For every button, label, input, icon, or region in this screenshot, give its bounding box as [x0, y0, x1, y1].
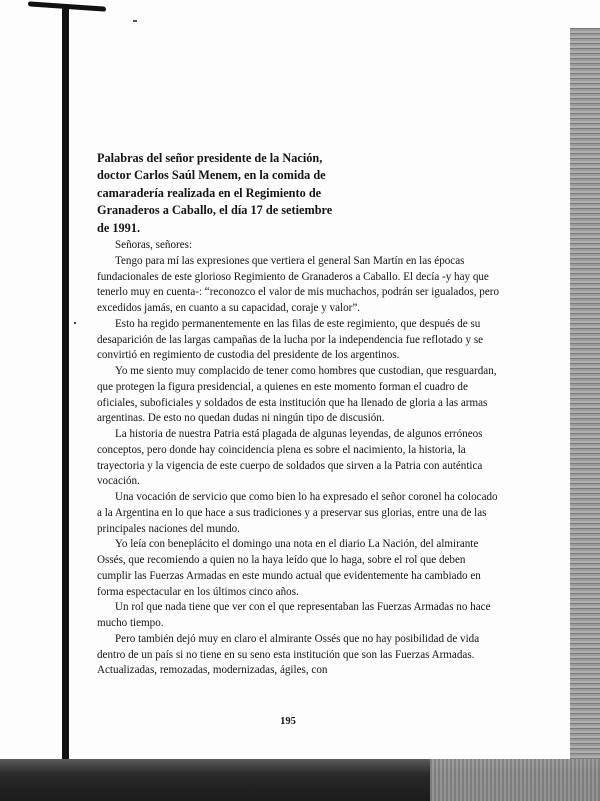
speech-body — [97, 238, 499, 679]
paragraph: Pero también dejó muy en claro el almirante Ossés que no hay posibilidad de vida dentro de un país si no tiene en su seno esta institución que son las Fuerzas Armadas. Actualizadas, remozadas, modernizadas, ágiles, con — [97, 632, 480, 677]
scan-edge-bottom-right — [430, 759, 600, 801]
speech-title: Palabras del señor presidente de la Nación, doctor Carlos Saúl Menem, en la comida de camaradería realizada en el Regimiento de Granaderos a Caballo, el día 17 de setiembre de 1991. — [97, 151, 333, 235]
scan-speck — [74, 322, 76, 324]
paragraph: Tengo para mí las expresiones que vertiera el general San Martín en las épocas fundacionales de este glorioso Regimiento de Granaderos a Caballo. El decía -y hay que tenerlo muy en cuenta-: “reconozco el valor de mis muchachos, podrán ser igualados, pero excedidos jamás, en cuanto a su capacidad, coraje y valor”. — [97, 254, 499, 314]
paragraph: Yo me siento muy complacido de tener como hombres que custodian, que resguardan, que protegen la figura presidencial, a quienes en este momento forman el cuadro de oficiales, suboficiales y soldados de esta institución que ha llenado de gloria a las armas argentinas. De esto no quedan dudas ni ningún tipo de discusión. — [97, 365, 497, 425]
paragraph: Yo leía con beneplácito el domingo una nota en el diario La Nación, del almirante Ossés, que recomiendo a quien no la haya leído que lo haga, sobre el rol que deben cumplir las Fuerzas Armadas en este mundo actual que evidentemente ha cambiado en forma espectacular en los últimos cinco años. — [97, 538, 481, 598]
scan-edge-right — [570, 28, 600, 801]
paragraph: Señoras, señores: — [115, 239, 193, 251]
paragraph: Esto ha regido permanentemente en las filas de este regimiento, que después de su desaparición de las largas campañas de la lucha por la independencia fue reflotado y se convirtió en regimiento de custodia del presidente de los argentinos. — [97, 317, 484, 362]
paragraph: La historia de nuestra Patria está plagada de algunas leyendas, de algunos erróneos conceptos, pero donde hay coincidencia plena es sobre el nacimiento, la historia, la trayectoria y la vigencia de este cuerpo de soldados que sirven a la Patria con auténtica vocación. — [97, 428, 483, 488]
binding-shadow — [62, 8, 69, 766]
page-number: 195 — [280, 716, 296, 727]
paragraph: Una vocación de servicio que como bien lo ha expresado el señor coronel ha colocado a la Argentina en lo que hace a sus tradiciones y a preservar sus glorias, entre una de las principales naciones del mundo. — [97, 491, 498, 535]
scan-speck — [133, 20, 137, 22]
paragraph: Un rol que nada tiene que ver con el que representaban las Fuerzas Armadas no hace mucho tiempo. — [97, 601, 491, 629]
